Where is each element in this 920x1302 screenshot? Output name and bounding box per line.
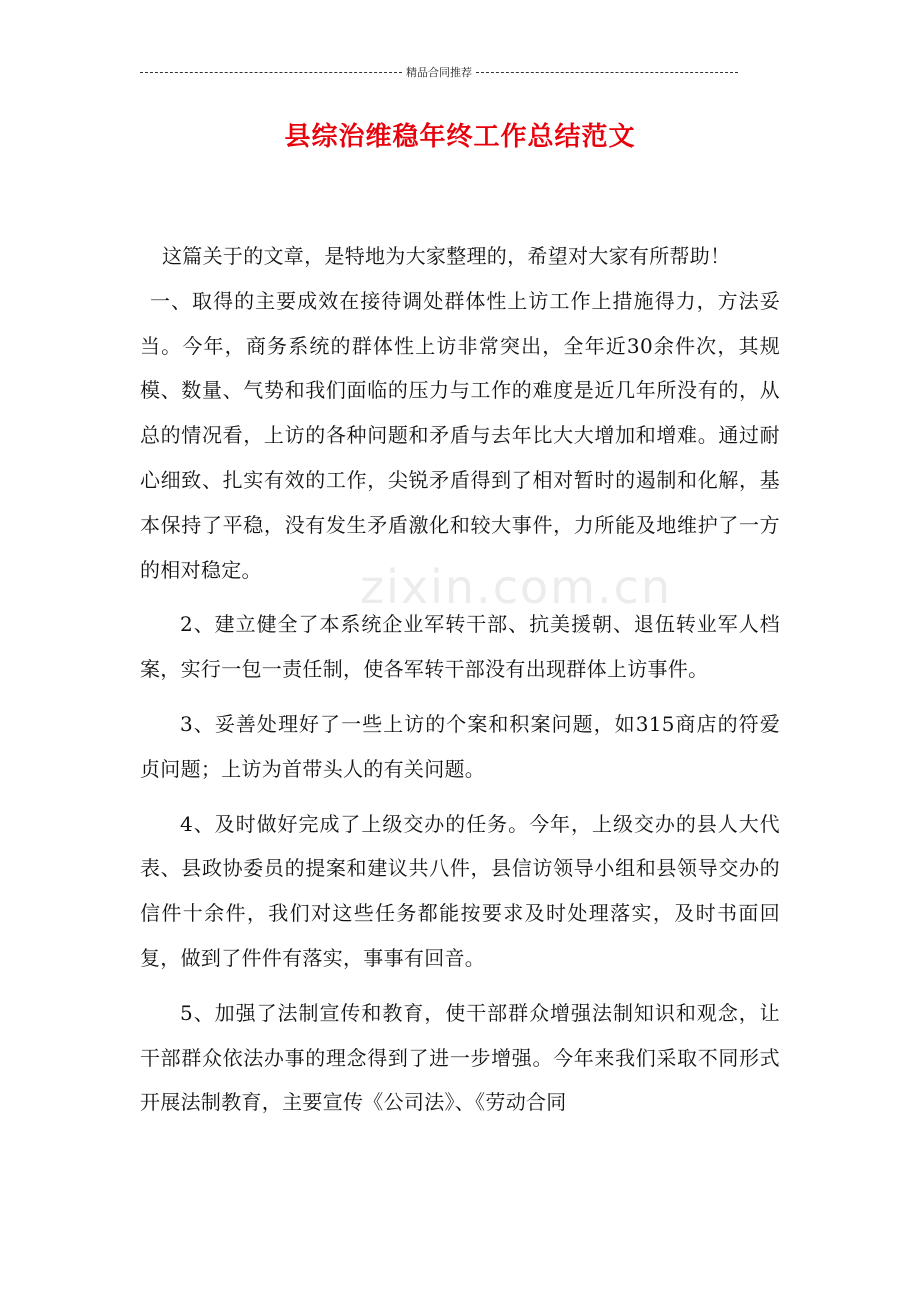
paragraph-item-4: 4、及时做好完成了上级交办的任务。今年，上级交办的县人大代表、县政协委员的提案和建议共八件，县信访领导小组和县领导交办的信件十余件，我们对这些任务都能按要求及时处理落实，及时书面回复，做到了件件有落实，事事有回音。 [140,811,780,970]
watermark: zixin.com.cn [360,560,673,614]
document-title: 县综治维稳年终工作总结范文 [284,122,636,152]
header-dash-right [476,72,738,73]
paragraph-item-3: 3、妥善处理好了一些上访的个案和积案问题，如315商店的符爱贞问题；上访为首带头人的有关问题。 [140,711,780,781]
header-rule [140,64,738,80]
paragraph-item-5: 5、加强了法制宣传和教育，使干部群众增强法制知识和观念，让干部群众依法办事的理念得到了进一步增强。今年来我们采取不同形式开展法制教育，主要宣传《公司法》、《劳动合同 [140,1000,780,1115]
header-label: 精品合同推荐 [406,66,472,79]
document-body [140,234,780,1125]
paragraph-intro: 这篇关于的文章，是特地为大家整理的，希望对大家有所帮助！ [162,244,731,268]
paragraph-item-2: 2、建立健全了本系统企业军转干部、抗美援朝、退伍转业军人档案，实行一包一责任制，使各军转干部没有出现群体上访事件。 [140,612,780,682]
header-dash-left [140,72,402,73]
paragraph-achievements: 一、取得的主要成效在接待调处群体性上访工作上措施得力，方法妥当。今年，商务系统的群体性上访非常突出，全年近30余件次，其规模、数量、气势和我们面临的压力与工作的难度是近几年所没有的，从总的情况看，上访的各种问题和矛盾与去年比大大增加和增难。通过耐心细致、扎实有效的工作，尖锐矛盾得到了相对暂时的遏制和化解，基本保持了平稳，没有发生矛盾激化和较大事件，力所能及地维护了一方的相对稳定。 [140,288,780,582]
